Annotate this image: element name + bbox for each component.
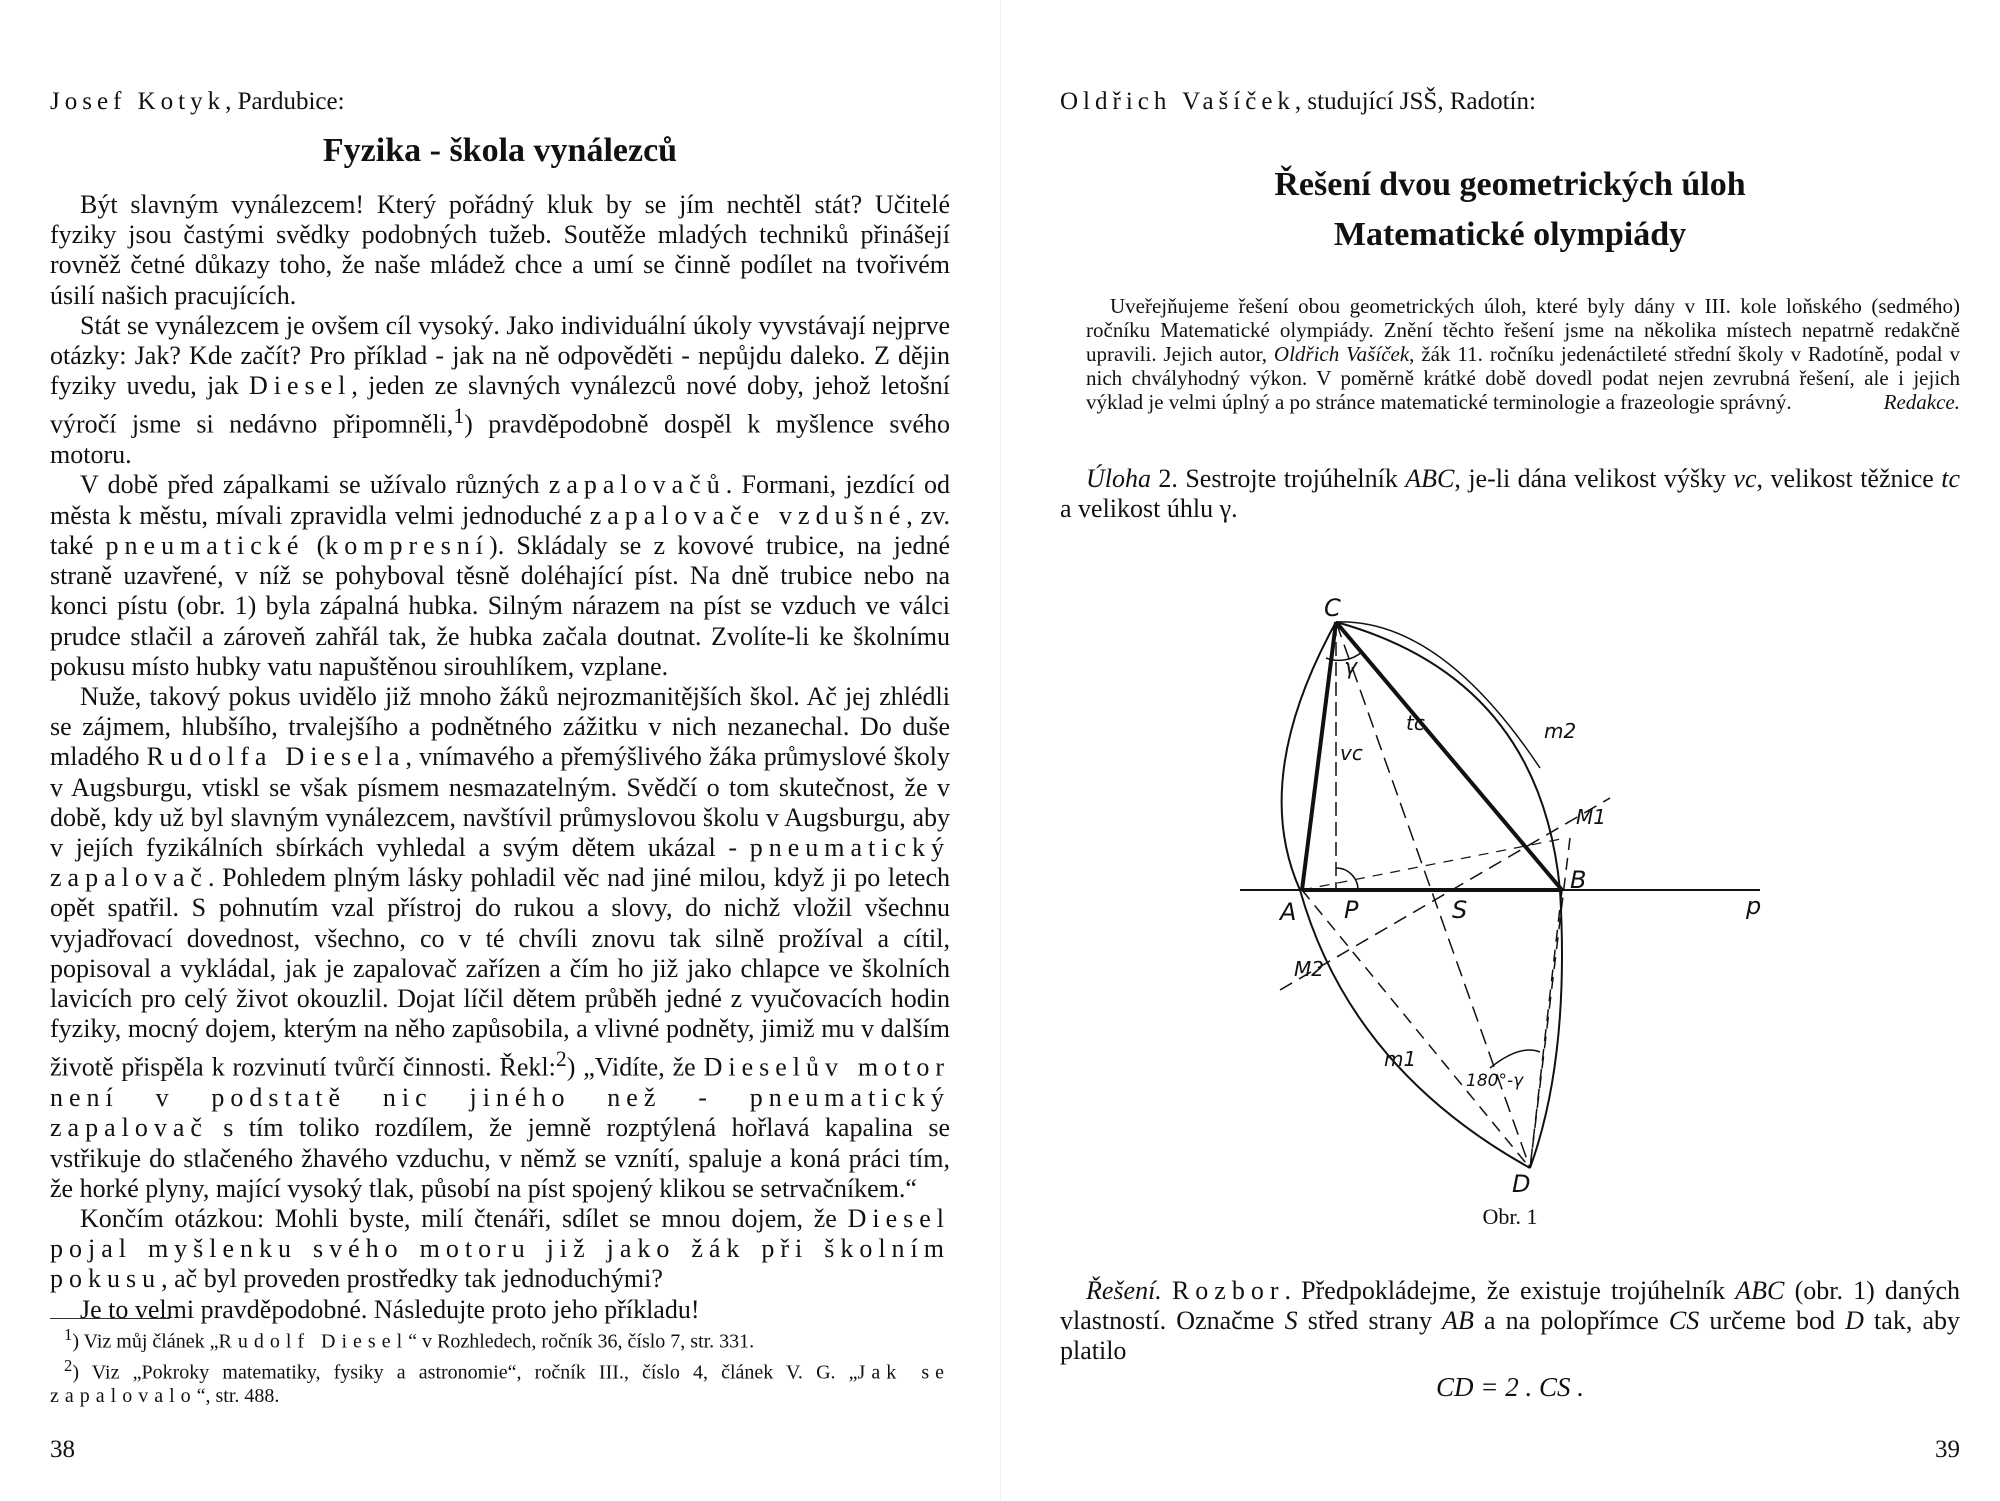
author-byline — [1060, 88, 1536, 116]
side-cb — [1336, 622, 1562, 890]
task-statement: Úloha 2. Sestrojte trojúhelník ABC, je-li dána velikost výšky vc, velikost těžnice tc a velikost úhlu γ. — [1060, 464, 1960, 523]
footnote-2: $^2$) Viz „Pokroky matematiky, fysiky a astronomie“, ročník III., číslo 4, článek V. G. „Jak se zapalovalo“, str. 488. — [50, 1355, 950, 1408]
label-tc: tc — [1406, 711, 1425, 735]
side-ca — [1302, 622, 1336, 890]
author-name: Josef Kotyk — [50, 88, 226, 115]
label-gamma: γ — [1344, 655, 1358, 680]
label-angle: 180°-γ — [1466, 1071, 1524, 1091]
label-c: C — [1324, 598, 1341, 622]
label-a: A — [1280, 898, 1297, 926]
right-page — [1060, 0, 1960, 1501]
solution-text: Řešení. Rozbor. Předpokládejme, že existuje trojúhelník ABC (obr. 1) daných vlastností. Označme S střed strany AB a na polopřímce CS určeme bod D tak, aby platilo — [1060, 1276, 1960, 1366]
author-byline — [50, 88, 345, 116]
paragraph: Být slavným vynálezcem! Který pořádný kluk by se jím nechtěl stát? Učitelé fyziky jsou častými svědky podobných tužeb. Soutěže mladých techniků přinášejí rovněž četné důkazy toho, že naše mládež chce a umí se činně podílet na tvořivém úsilí našich pracujících. — [50, 190, 950, 310]
left-page — [50, 0, 950, 1501]
paragraph: Je to velmi pravděpodobné. Následujte proto jeho příkladu! — [80, 1294, 700, 1324]
label-s: S — [1452, 896, 1468, 924]
paragraph: Končím otázkou: Mohli byste, milí čtenáři, sdílet se mnou dojem, že Diesel pojal myšlenku svého motoru již jako žák při školním pokusu, ač byl proveden prostředky tak jednoduchými? — [50, 1204, 950, 1294]
article-title — [1060, 160, 1960, 260]
footnote-ref: 1 — [453, 404, 465, 429]
footnotes — [50, 1318, 950, 1408]
article-title: Fyzika - škola vynálezců — [322, 132, 678, 169]
page-gutter — [1000, 0, 1001, 1501]
label-d: D — [1512, 1170, 1531, 1198]
editorial-signature: Redakce. — [1883, 390, 1960, 414]
label-m1-point: M1 — [1576, 805, 1606, 829]
footnote-ref: 2 — [555, 1047, 567, 1072]
author-school: , studující JSŠ, Radotín: — [1294, 88, 1536, 115]
editorial-intro: Uveřejňujeme řešení obou geometrických úloh, které byly dány v III. kole loňského (sedmého) ročníku Matematické olympiády. Znění těchto řešení jsme na několika místech nepatrně redakčně upravili. Jejich autor, Oldřich Vašíček, žák 11. ročníku jedenáctileté střední školy v Radotíně, podal v nich chvályhodný výkon. V poměrně krátké době dovedl podat nejen zevrubná řešení, ale i jejich výklad je velmi úplný a po stránce matematické terminologie a frazeologie správný. Redakce. — [1086, 294, 1961, 414]
author-place: , Pardubice: — [225, 88, 345, 115]
formula: CD = 2 . CS . — [1436, 1372, 1584, 1402]
page-number: 38 — [50, 1436, 75, 1463]
label-m1-arc: m1 — [1384, 1047, 1417, 1071]
label-line-p: p — [1746, 892, 1762, 920]
figure-caption: Obr. 1 — [1482, 1204, 1538, 1229]
arc-m2 — [1336, 622, 1562, 1168]
label-m2-point: M2 — [1294, 957, 1324, 981]
paragraph: Nuže, takový pokus uvidělo již mnoho žáků nejrozmanitějších škol. Ač jej zhlédli se zájmem, hlubšího, trvalejšího a podnětného zážitku v nich nezanechal. Do duše mladého Rudolfa Diesela, vnímavého a přemýšlivého žáka průmyslové školy v Augsburgu, vtiskl se však písmem nesmazatelným. Svědčí o tom skutečnost, že v době, kdy už byl slavným vynálezcem, navštívil průmyslovou školu v Augsburgu, aby v jejích fyzikálních sbírkách vyhledal a svým dětem ukázal - pneumatický zapalovač. Pohledem plným lásky pohladil věc nad jiné milou, když ji po letech opět spatřil. S pohnutím vzal přístroj do rukou a slovy, do nichž vložil všechnu vyjadřovací dovednost, všechno, co v té chvíli znovu tak silně prožíval a cítil, popisoval a vykládal, jak je zapalovač zařízen a čím ho již jako chlapce ve školních lavicích pro celý život okouzlil. Dojat líčil dětem průběh jedné z vyučovacích hodin fyziky, mocný dojem, kterým na něho zapůsobila, a vlivné podněty, jimiž mu v dalším životě přispěla k rozvinutí tvůrčí činnosti. Řekl:$^2$) „Vidíte, že Dieselův motor není v podstatě nic jiného než - pneumatický zapalovač s tím toliko rozdílem, že jemně rozptýlená hořlavá kapalina se vstřikuje do stlačeného žhavého vzduchu, v němž se vznítí, spaluje a koná práci tím, že horké plyny, mající vysoký tlak, působí na píst spojený klikou se setrvačníkem.“ — [50, 681, 950, 1203]
label-b: B — [1570, 866, 1587, 894]
footnote-rule — [50, 1318, 170, 1319]
paragraph: Stát se vynálezcem je ovšem cíl vysoký. Jako individuální úkoly vyvstávají nejprve otázky: Jak? Kde začít? Pro příklad - jak na ně odpověděti - nepůjdu daleko. Z dějin fyziky uvedu, jak Diesel, jeden ze slavných vynálezců nové doby, jehož letošní výročí jsme si nedávno připomněli,$^1$) pravděpodobně dospěl k myšlence svého motoru. — [50, 310, 950, 470]
article-body — [50, 190, 950, 1325]
label-m2-arc: m2 — [1544, 719, 1577, 743]
page-number: 39 — [1935, 1436, 1960, 1463]
author-name: Oldřich Vašíček — [1060, 88, 1295, 115]
title-line-1: Řešení dvou geometrických úloh — [1274, 166, 1746, 203]
label-p: P — [1344, 896, 1359, 924]
label-vc: vc — [1340, 741, 1363, 765]
paragraph: V době před zápalkami se užívalo různých zapalovačů. Formani, jezdící od města k městu, mívali zpravidla velmi jednoduché zapalovače vzdušné, zv. také pneumatické (kompresní). Skládaly se z kovové trubice, na jedné straně uzavřené, v níž se pohyboval těsně doléhající píst. Na dně trubice nebo na konci pístu (obr. 1) byla zápalná hubka. Silným nárazem na píst se vzduch ve válci prudce stlačil a zároveň zahřál tak, že hubka začala doutnat. Zvolíte-li ke školnímu pokusu místo hubky vatu napuštěnou sirouhlíkem, vzplane. — [50, 470, 951, 681]
title-line-2: Matematické olympiády — [1333, 216, 1687, 253]
geometry-figure — [1240, 598, 1780, 1198]
footnote-1: $^1$) Viz můj článek „Rudolf Diesel“ v Rozhledech, ročník 36, číslo 7, str. 331. — [64, 1325, 755, 1353]
